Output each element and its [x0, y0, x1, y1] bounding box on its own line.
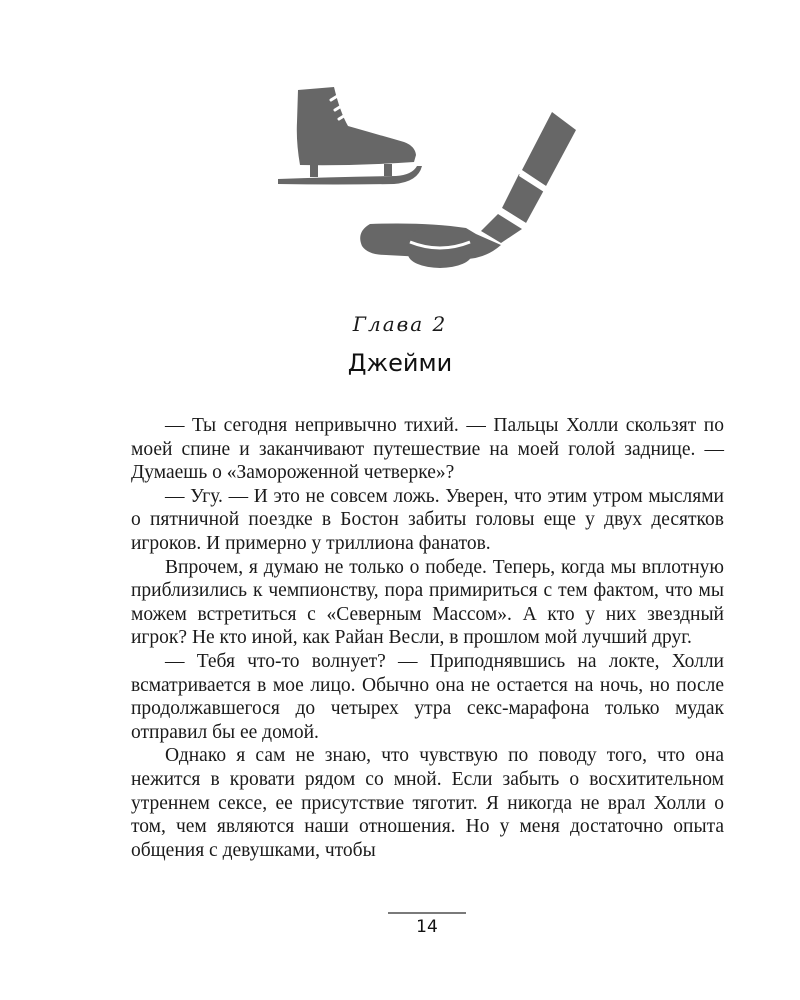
footer-rule	[388, 912, 466, 914]
paragraph: — Угу. — И это не совсем ложь. Уверен, что этим утром мыслями о пятничной поездке в Бостон забиты головы еще у двух десятков игроков. И примерно у триллиона фанатов.	[131, 485, 724, 554]
paragraph: Однако я сам не знаю, что чувствую по поводу того, что она нежится в кровати рядом со мной. Если забыть о восхитительном утреннем сексе, ее присутствие тяготит. Я никогда не врал Холли о том, чем являются наши отношения. Но у меня достаточно опыта общения с девушками, чтобы	[131, 745, 724, 861]
chapter-number: Глава 2	[352, 312, 448, 336]
paragraph: — Ты сегодня непривычно тихий. — Пальцы Холли скользят по моей спине и заканчивают путешествие на моей голой заднице. — Думаешь о «Замороженной четверке»?	[131, 415, 724, 484]
hockey-illustration	[276, 82, 596, 282]
paragraph: Впрочем, я думаю не только о победе. Теперь, когда мы вплотную приблизились к чемпионству, пора примириться с тем фактом, что мы можем встретиться с «Северным Массом». А кто у них звездный игрок? Не кто иной, как Райан Весли, в прошлом мой лучший друг.	[131, 556, 724, 649]
ice-skate-icon	[278, 87, 422, 185]
chapter-title: Джейми	[347, 349, 453, 377]
page-number: 14	[416, 917, 438, 937]
hockey-puck-icon	[408, 226, 472, 268]
paragraph: — Тебя что-то волнует? — Приподнявшись на локте, Холли всматривается в мое лицо. Обычно она не остается на ночь, но после продолжавшегося до четырех утра секс-марафона только мудак отправил бы ее домой.	[131, 650, 724, 743]
chapter-text	[131, 414, 724, 862]
